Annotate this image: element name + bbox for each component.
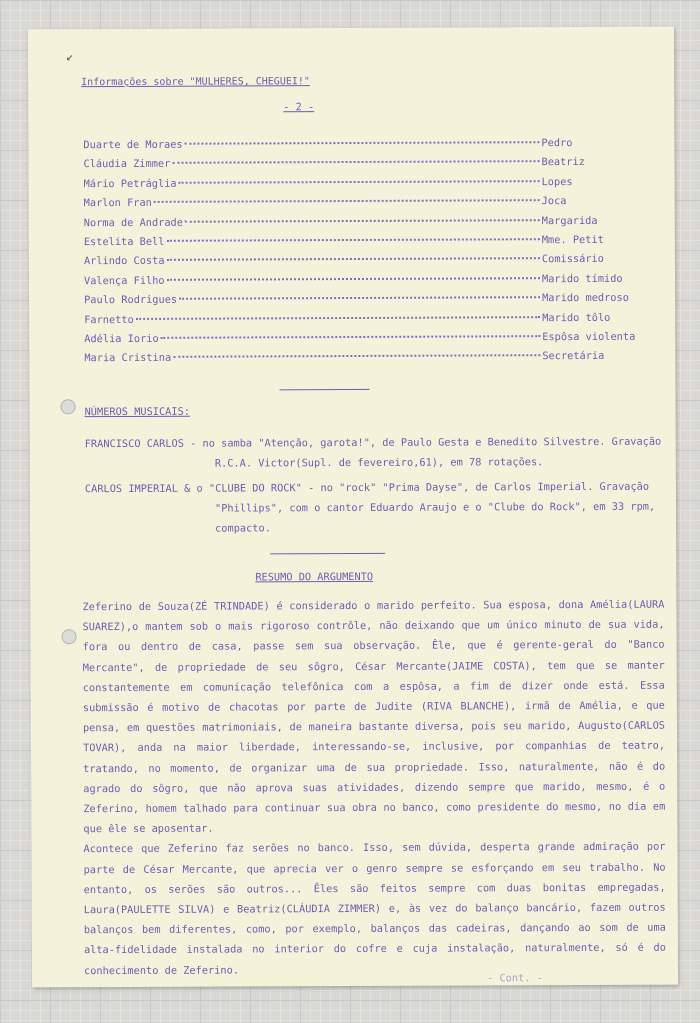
cast-row	[84, 311, 664, 333]
cast-row	[83, 156, 663, 178]
document-title: Informações sobre "MULHERES, CHEGUEI!"	[81, 76, 310, 89]
summary-paragraph: Zeferino de Souza(ZÉ TRINDADE) é considerado o marido perfeito. Sua esposa, dona Amélia(LAURA SUAREZ),o mantem sob o mais rigoroso contrôle, não deixando que um único minuto de sua vida, fora ou dentro de casa, passe sem sua observação. Êle, que é gerente-geral do "Banco Mercante", de propriedade de seu sôgro, César Mercante(JAIME COSTA), tem que se manter constantemente em comunicação telefônica com a espôsa, a fim de dizer onde está. Essa submissão é motivo de chacotas por parte de Judite (RIVA BLANCHE), irmã de Amélia, e que pensa, em questões matrimoniais, de maneira bastante diversa, pois seu marido, Augusto(CARLOS TOVAR), anda na maior liberdade, interessando-se, inclusive, por companhias de teatro, tratando, no momento, de organizar uma de sua propriedade. Isso, naturalmente, não é do agrado do sôgro, que não aprova suas atividades, dizendo sempre que marido, mesmo, é o Zeferino, homem talhado para continuar sua obra no banco, como presidente do mesmo, no dia em que êle se aposentar.	[82, 598, 666, 836]
cast-row	[84, 195, 664, 217]
cast-row	[84, 253, 664, 275]
music-entry	[85, 432, 665, 475]
summary-body	[82, 595, 666, 981]
role-name: Marido tímido	[541, 272, 623, 285]
actor-name: Mário Petráglia	[83, 177, 177, 190]
actor-name: Valença Filho	[83, 274, 165, 287]
cast-row	[84, 272, 664, 294]
music-entry-text: CARLOS IMPERIAL & o "CLUBE DO ROCK" - no "rock" "Prima Dayse", de Carlos Imperial. Gravação "Phillips", com o cantor Eduardo Araujo e o "Clube do Rock", em 33 rpm, compacto.	[84, 480, 656, 535]
actor-name: Paulo Rodrigues	[84, 293, 178, 307]
cast-row	[83, 137, 663, 159]
section-divider	[270, 553, 385, 555]
summary-paragraph: Acontece que Zeferino faz serões no banco. Isso, sem dúvida, desperta grande admiração por parte de César Mercante, que aprecia ver o genro sempre se esforçando em seu trabalho. No entanto, os serões são outros... Êles são feitos sempre com duas bonitas empregadas, Laura(PAULETTE SILVA) e Beatriz(CLÁUDIA ZIMMER) e, às vez do balanço bancário, fazem outros balanços bem diferentes, como, por exemplo, balanços das cadeiras, dançando ao som de uma alta-fidelidade instalada no interior do cofre e cuja instalação, naturalmente, só é do conhecimento de Zeferino.	[83, 841, 666, 977]
cast-row	[84, 234, 664, 256]
role-name: Comissário	[541, 253, 604, 266]
summary-heading: RESUMO DO ARGUMENTO	[255, 570, 374, 584]
role-name: Lopes	[541, 175, 573, 188]
role-name: Mme. Petit	[541, 233, 604, 247]
continued-marker: - Cont. -	[487, 972, 543, 985]
staple-mark: ↙	[65, 49, 74, 64]
document-page	[28, 27, 678, 988]
actor-name: Estelita Bell	[83, 235, 165, 249]
cast-row	[84, 350, 664, 372]
cast-row	[84, 331, 664, 353]
role-name: Beatriz	[541, 156, 585, 169]
actor-name: Arlindo Costa	[83, 255, 165, 268]
role-name: Joca	[541, 195, 567, 208]
role-name: Espôsa violenta	[542, 330, 636, 344]
cast-row	[84, 214, 664, 236]
role-name: Margarida	[541, 214, 598, 227]
actor-name: Adélia Iorio	[84, 332, 159, 346]
actor-name: Duarte de Moraes	[83, 138, 183, 152]
music-entry-text: FRANCISCO CARLOS - no samba "Atenção, garota!", de Paulo Gesta e Benedito Silvestre. Gravação R.C.A. Victor(Supl. de fevereiro,61), em 78 rotações.	[84, 435, 662, 470]
cast-list	[83, 137, 664, 372]
music-heading: NÚMEROS MUSICAIS:	[84, 405, 190, 419]
punch-hole-upper	[61, 399, 76, 414]
actor-name: Cláudia Zimmer	[83, 158, 171, 171]
actor-name: Farnetto	[84, 313, 134, 326]
role-name: Secretária	[542, 350, 605, 363]
actor-name: Maria Cristina	[84, 352, 172, 365]
page-number: - 2 -	[283, 101, 315, 114]
actor-name: Norma de Andrade	[83, 216, 183, 229]
role-name: Marido tôlo	[542, 311, 611, 324]
role-name: Pedro	[541, 137, 573, 150]
role-name: Marido medroso	[542, 291, 629, 305]
punch-hole-lower	[62, 629, 77, 644]
cast-row	[84, 292, 664, 314]
section-divider	[279, 389, 369, 390]
music-entry	[85, 477, 665, 540]
cast-row	[84, 175, 664, 197]
actor-name: Marlon Fran	[83, 197, 152, 210]
